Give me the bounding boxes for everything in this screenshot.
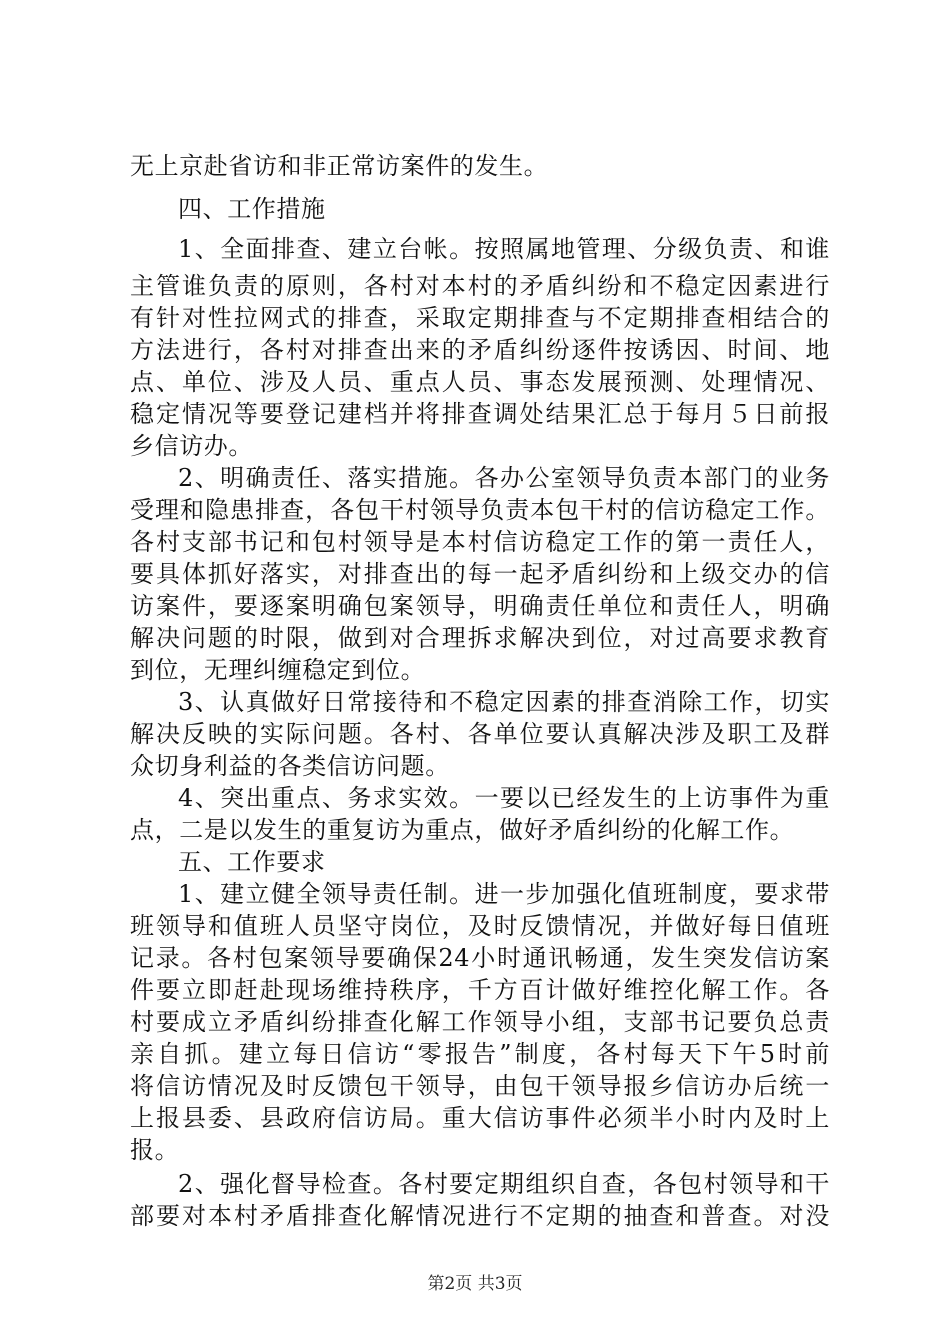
text-line-31: 报。 [130,1136,180,1164]
text-line-29: 将信访情况及时反馈包干领导，由包干领导报乡信访办后统一 [130,1072,830,1100]
text-line-12: 各村支部书记和包村领导是本村信访稳定工作的第一责任人， [130,528,830,556]
text-line-15: 解决问题的时限，做到对合理拆求解决到位，对过高要求教育 [130,624,830,652]
text-line-17: 3、认真做好日常接待和不稳定因素的排查消除工作，切实 [178,688,830,716]
text-line-13: 要具体抓好落实，对排查出的每一起矛盾纠纷和上级交办的信 [130,560,830,588]
text-line-14: 访案件，要逐案明确包案领导，明确责任单位和责任人，明确 [130,592,830,620]
page-number-footer: 第2页 共3页 [427,1274,523,1294]
text-line-32: 2、强化督导检查。各村要定期组织自查，各包村领导和干 [178,1170,830,1198]
section-heading-measures: 四、工作措施 [178,195,326,223]
text-line-11: 受理和隐患排查，各包干村领导负责本包干村的信访稳定工作。 [130,496,830,524]
text-line-4: 主管谁负责的原则，各村对本村的矛盾纠纷和不稳定因素进行 [130,272,830,300]
text-line-20: 4、突出重点、务求实效。一要以已经发生的上访事件为重 [178,784,830,812]
text-line-6: 方法进行，各村对排查出来的矛盾纠纷逐件按诱因、时间、地 [130,336,830,364]
text-line-21: 点，二是以发生的重复访为重点，做好矛盾纠纷的化解工作。 [130,816,795,844]
text-line-7: 点、单位、涉及人员、重点人员、事态发展预测、处理情况、 [130,368,830,396]
text-line-25: 记录。各村包案领导要确保24小时通讯畅通，发生突发信访案 [130,944,830,972]
text-line-9: 乡信访办。 [130,432,253,460]
text-line-10: 2、明确责任、落实措施。各办公室领导负责本部门的业务 [178,464,830,492]
text-line-1: 无上京赴省访和非正常访案件的发生。 [130,152,549,180]
text-line-8: 稳定情况等要登记建档并将排查调处结果汇总于每月５日前报 [130,400,830,428]
text-line-19: 众切身利益的各类信访问题。 [130,752,450,780]
text-line-5: 有针对性拉网式的排查，采取定期排查与不定期排查相结合的 [130,304,830,332]
text-line-3: 1、全面排查、建立台帐。按照属地管理、分级负责、和谁 [178,235,830,263]
text-line-24: 班领导和值班人员坚守岗位，及时反馈情况，并做好每日值班 [130,912,830,940]
text-line-27: 村要成立矛盾纠纷排查化解工作领导小组，支部书记要负总责 [130,1008,830,1036]
text-line-30: 上报县委、县政府信访局。重大信访事件必须半小时内及时上 [130,1104,830,1132]
text-line-28: 亲自抓。建立每日信访“零报告”制度，各村每天下午5时前 [130,1040,830,1068]
text-line-23: 1、建立健全领导责任制。进一步加强化值班制度，要求带 [178,880,830,908]
section-heading-requirements: 五、工作要求 [178,848,326,876]
text-line-16: 到位，无理纠缠稳定到位。 [130,656,426,684]
text-line-26: 件要立即赶赴现场维持秩序，千方百计做好维控化解工作。各 [130,976,830,1004]
text-line-18: 解决反映的实际问题。各村、各单位要认真解决涉及职工及群 [130,720,830,748]
text-line-33: 部要对本村矛盾排查化解情况进行不定期的抽查和普查。对没 [130,1202,830,1230]
